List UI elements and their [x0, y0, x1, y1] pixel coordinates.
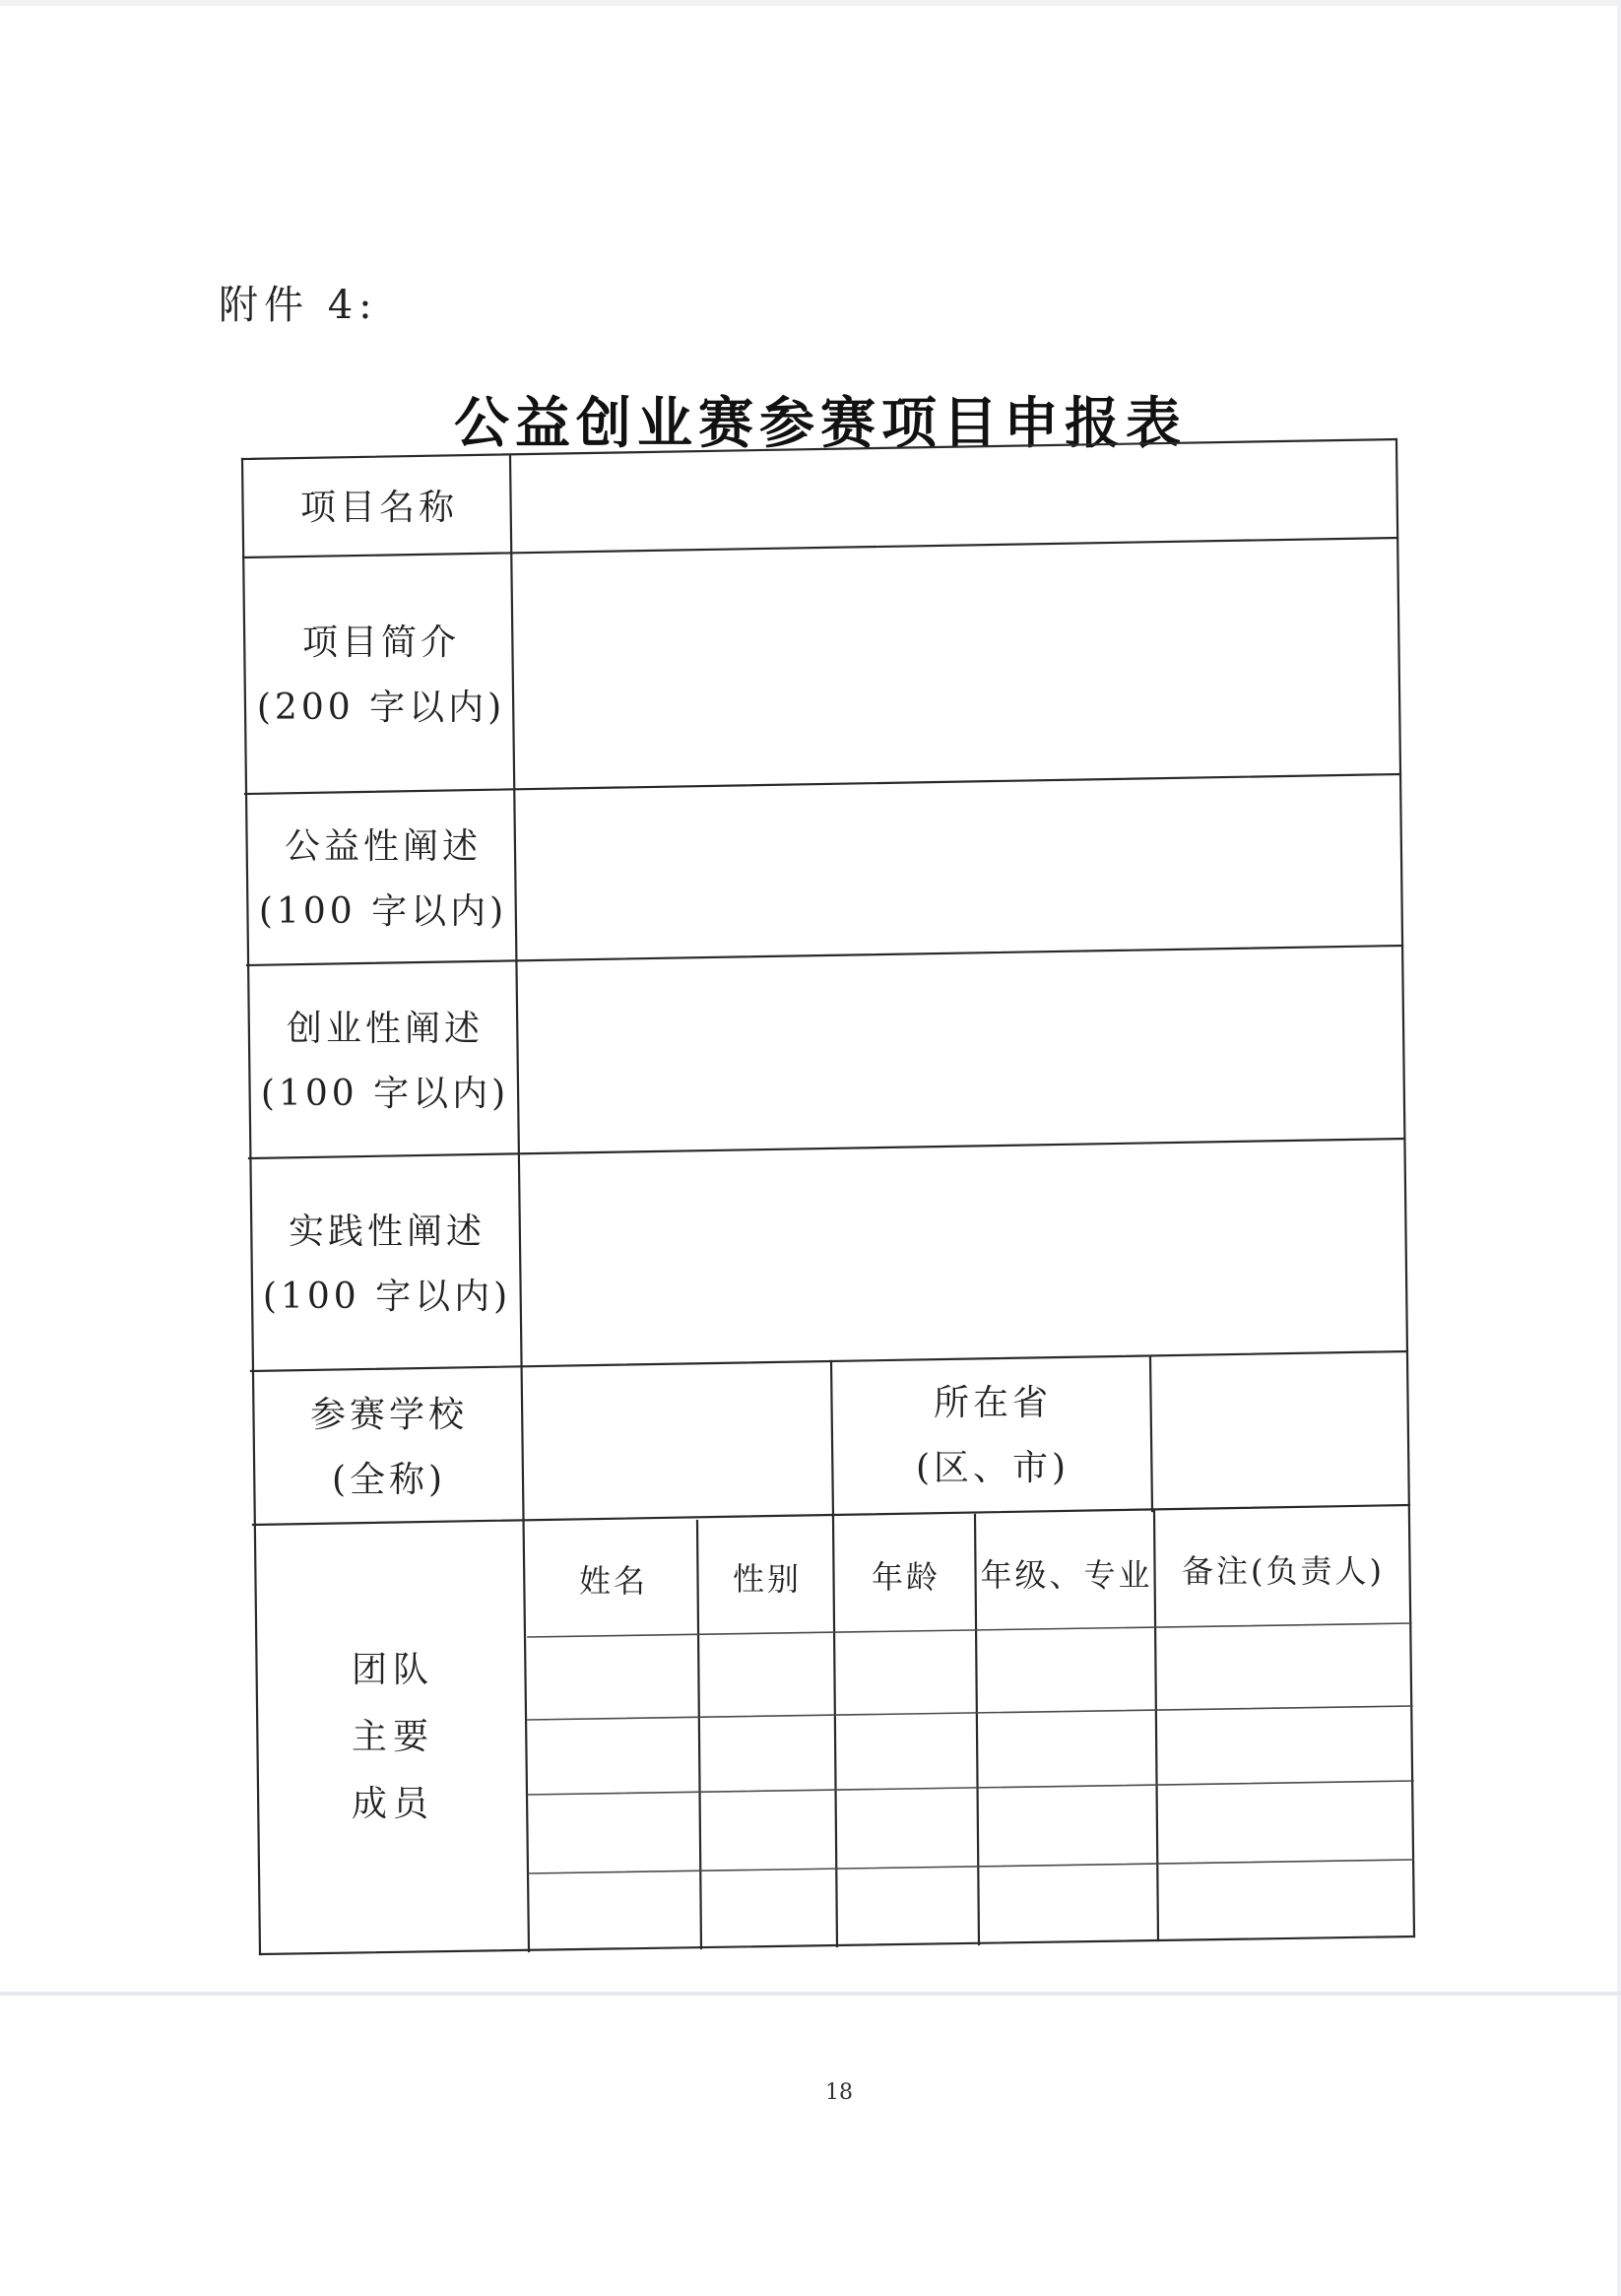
member-2-age[interactable] — [837, 1718, 975, 1789]
public-welfare-field[interactable] — [520, 788, 1396, 955]
member-2-name[interactable] — [532, 1722, 697, 1793]
label-entrepreneurship-line2: (100 字以内) — [260, 1074, 510, 1114]
label-team-line3: 成员 — [351, 1784, 434, 1824]
page-number: 18 — [825, 2080, 853, 2105]
label-public-welfare — [252, 794, 514, 965]
member-1-notes[interactable] — [1158, 1629, 1408, 1706]
team-col-name-text: 姓名 — [578, 1562, 648, 1600]
team-col-grade-major-text: 年级、专业 — [980, 1556, 1153, 1594]
scan-divider — [0, 1992, 1621, 1996]
label-team-members — [262, 1525, 524, 1950]
member-4-gender[interactable] — [701, 1873, 833, 1946]
label-project-intro-line2: (200 字以内) — [256, 688, 506, 728]
member-3-name[interactable] — [532, 1797, 697, 1870]
label-province — [835, 1359, 1150, 1513]
label-project-intro-line1: 项目简介 — [301, 623, 460, 663]
team-col-name — [530, 1529, 697, 1633]
member-1-name[interactable] — [532, 1639, 697, 1716]
member-3-age[interactable] — [837, 1793, 975, 1866]
team-col-gender-text: 性别 — [732, 1560, 802, 1598]
team-col-age-text: 年龄 — [871, 1558, 940, 1596]
label-project-name-text: 项目名称 — [299, 488, 458, 528]
label-province-line1: 所在省 — [933, 1383, 1052, 1423]
label-entrepreneurship — [254, 965, 516, 1158]
project-intro-field[interactable] — [518, 552, 1394, 784]
member-4-notes[interactable] — [1158, 1866, 1408, 1938]
team-col-age — [835, 1525, 977, 1629]
practicality-field[interactable] — [524, 1152, 1400, 1361]
team-col-notes — [1156, 1519, 1410, 1623]
member-2-notes[interactable] — [1158, 1712, 1408, 1783]
label-entrepreneurship-line1: 创业性阐述 — [286, 1009, 484, 1049]
label-school-line1: 参赛学校 — [309, 1395, 468, 1435]
label-project-intro — [250, 558, 512, 794]
team-col-grade-major — [977, 1523, 1156, 1627]
form-title: 公益创业赛参赛项目申报表 — [454, 391, 1187, 456]
member-3-gender[interactable] — [701, 1795, 833, 1868]
label-project-name — [248, 459, 510, 558]
label-team-line2: 主要 — [351, 1717, 434, 1757]
label-practicality — [256, 1158, 518, 1371]
entrepreneurship-field[interactable] — [522, 959, 1398, 1148]
label-public-welfare-line2: (100 字以内) — [258, 891, 508, 932]
member-3-grade-major[interactable] — [979, 1791, 1154, 1864]
team-col-gender — [699, 1527, 835, 1631]
team-col-notes-text: 备注(负责人) — [1182, 1552, 1385, 1590]
member-2-grade-major[interactable] — [979, 1716, 1154, 1787]
label-school — [258, 1371, 520, 1525]
member-2-gender[interactable] — [701, 1720, 833, 1791]
province-field[interactable] — [1154, 1355, 1404, 1505]
member-4-grade-major[interactable] — [979, 1870, 1154, 1942]
label-team-line1: 团队 — [351, 1650, 434, 1690]
attachment-label: 附件 4: — [219, 283, 378, 328]
project-name-field[interactable] — [516, 453, 1393, 550]
label-school-line2: (全称) — [331, 1460, 447, 1500]
member-4-name[interactable] — [532, 1875, 697, 1948]
label-practicality-line2: (100 字以内) — [262, 1277, 512, 1317]
member-1-gender[interactable] — [701, 1637, 833, 1714]
member-3-notes[interactable] — [1158, 1787, 1408, 1860]
label-province-line2: (区、市) — [915, 1448, 1070, 1488]
member-1-age[interactable] — [837, 1635, 975, 1712]
member-1-grade-major[interactable] — [979, 1633, 1154, 1710]
label-public-welfare-line1: 公益性阐述 — [284, 826, 482, 867]
school-name-field[interactable] — [526, 1365, 827, 1515]
label-practicality-line1: 实践性阐述 — [288, 1212, 486, 1252]
member-4-age[interactable] — [837, 1871, 975, 1944]
